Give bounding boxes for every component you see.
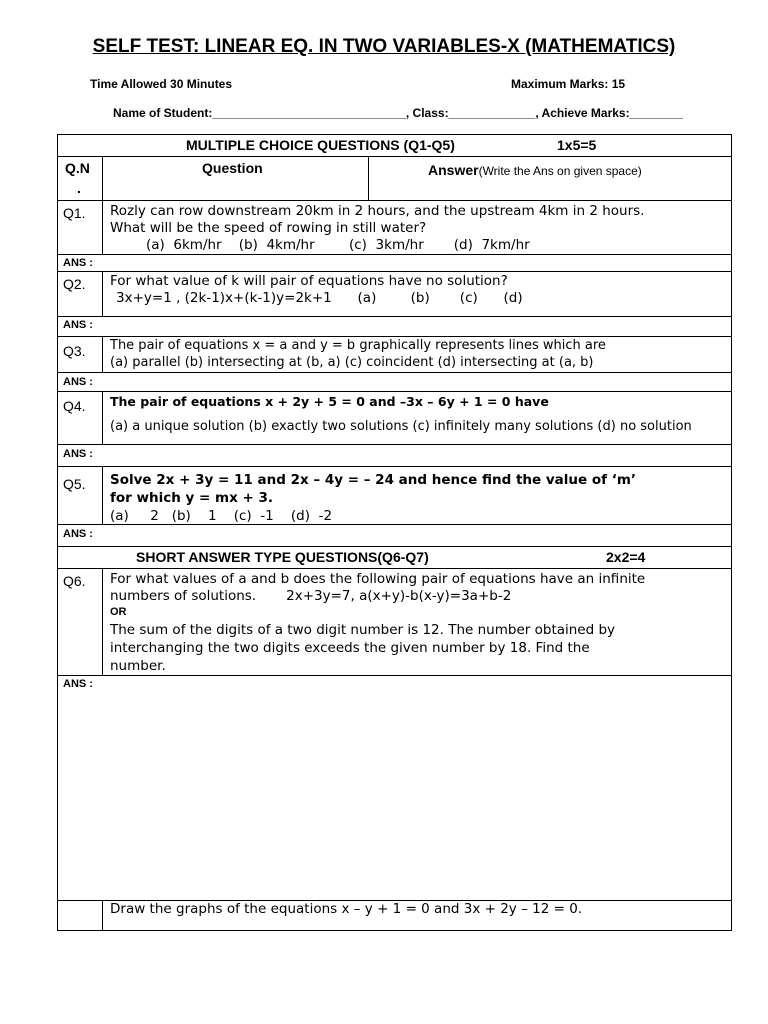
answer-label: ANS : xyxy=(63,528,93,540)
short-answer-marks: 2x2=4 xyxy=(606,549,646,565)
row-divider xyxy=(57,466,732,467)
question-options: (a) 2 (b) 1 (c) -1 (d) -2 xyxy=(110,508,333,524)
row-divider xyxy=(57,568,732,569)
col-divider xyxy=(102,900,103,931)
page-title: SELF TEST: LINEAR EQ. IN TWO VARIABLES-X (MATHEMATICS) xyxy=(92,36,676,57)
row-divider xyxy=(57,372,732,373)
question-number: Q2. xyxy=(63,276,86,292)
answer-label: ANS : xyxy=(63,319,93,331)
question-text: numbers of solutions. 2x+3y=7, a(x+y)-b(x-y)=3a+b-2 xyxy=(110,588,512,604)
row-divider xyxy=(57,316,732,317)
row-divider xyxy=(57,391,732,392)
mcq-marks: 1x5=5 xyxy=(557,137,597,153)
row-divider xyxy=(57,254,732,255)
question-number: Q5. xyxy=(63,476,86,492)
question-text: Rozly can row downstream 20km in 2 hours, and the upstream 4km in 2 hours. xyxy=(110,203,645,219)
row-divider xyxy=(57,675,732,676)
answer-label: ANS : xyxy=(63,448,93,460)
question-number: Q4. xyxy=(63,398,86,414)
answer-label: ANS : xyxy=(63,257,93,269)
col-divider xyxy=(102,568,103,675)
mcq-heading: MULTIPLE CHOICE QUESTIONS (Q1-Q5) xyxy=(186,137,455,153)
answer-label: ANS : xyxy=(63,376,93,388)
column-header-question: Question xyxy=(202,160,263,176)
column-header-answer xyxy=(428,160,642,179)
row-divider xyxy=(57,200,732,201)
col-divider xyxy=(368,156,369,200)
question-number: Q1. xyxy=(63,205,86,221)
answer-space[interactable] xyxy=(58,694,731,899)
question-text: number. xyxy=(110,658,166,674)
student-info-line: Name of Student:_____________________________, Class:_____________, Achieve Marks:________ xyxy=(113,106,683,120)
short-answer-heading: SHORT ANSWER TYPE QUESTIONS(Q6-Q7) xyxy=(136,549,429,565)
question-text: 3x+y=1 , (2k-1)x+(k-1)y=2k+1 (a) (b) (c) (d) xyxy=(116,290,523,306)
column-header-qn: Q.N xyxy=(65,160,90,176)
answer-label: ANS : xyxy=(63,678,93,690)
question-number: Q3. xyxy=(63,343,86,359)
question-number: Q6. xyxy=(63,573,86,589)
col-divider xyxy=(102,466,103,524)
row-divider xyxy=(57,156,732,157)
col-divider xyxy=(102,336,103,372)
row-divider xyxy=(57,444,732,445)
question-text: interchanging the two digits exceeds the given number by 18. Find the xyxy=(110,640,590,656)
col-divider xyxy=(102,271,103,316)
answer-label: Answer xyxy=(428,162,479,178)
or-label: OR xyxy=(110,606,127,618)
col-divider xyxy=(102,200,103,254)
row-divider xyxy=(57,271,732,272)
question-text: Draw the graphs of the equations x – y + 1 = 0 and 3x + 2y – 12 = 0. xyxy=(110,901,583,917)
question-text: Solve 2x + 3y = 11 and 2x – 4y = – 24 and hence find the value of ‘m’ xyxy=(110,472,637,488)
question-text: The pair of equations x + 2y + 5 = 0 and –3x – 6y + 1 = 0 have xyxy=(110,394,549,409)
column-header-qn-dot: . xyxy=(77,180,81,196)
col-divider xyxy=(102,391,103,444)
question-text: for which y = mx + 3. xyxy=(110,490,274,506)
answer-hint: (Write the Ans on given space) xyxy=(478,164,642,178)
question-text: The pair of equations x = a and y = b graphically represents lines which are xyxy=(110,338,606,353)
time-allowed: Time Allowed 30 Minutes xyxy=(90,77,233,91)
maximum-marks: Maximum Marks: 15 xyxy=(511,77,626,91)
question-text: For what value of k will pair of equations have no solution? xyxy=(110,273,508,289)
question-options: (a) a unique solution (b) exactly two solutions (c) infinitely many solutions (d) no solution xyxy=(110,419,692,434)
question-text: What will be the speed of rowing in still water? xyxy=(110,220,427,236)
row-divider xyxy=(57,546,732,547)
col-divider xyxy=(102,156,103,200)
question-text: For what values of a and b does the following pair of equations have an infinite xyxy=(110,571,646,587)
question-text: The sum of the digits of a two digit number is 12. The number obtained by xyxy=(110,622,616,638)
question-options: (a) 6km/hr (b) 4km/hr (c) 3km/hr (d) 7km/hr xyxy=(146,237,530,253)
row-divider xyxy=(57,336,732,337)
question-text: (a) parallel (b) intersecting at (b, a) (c) coincident (d) intersecting at (a, b) xyxy=(110,355,594,370)
